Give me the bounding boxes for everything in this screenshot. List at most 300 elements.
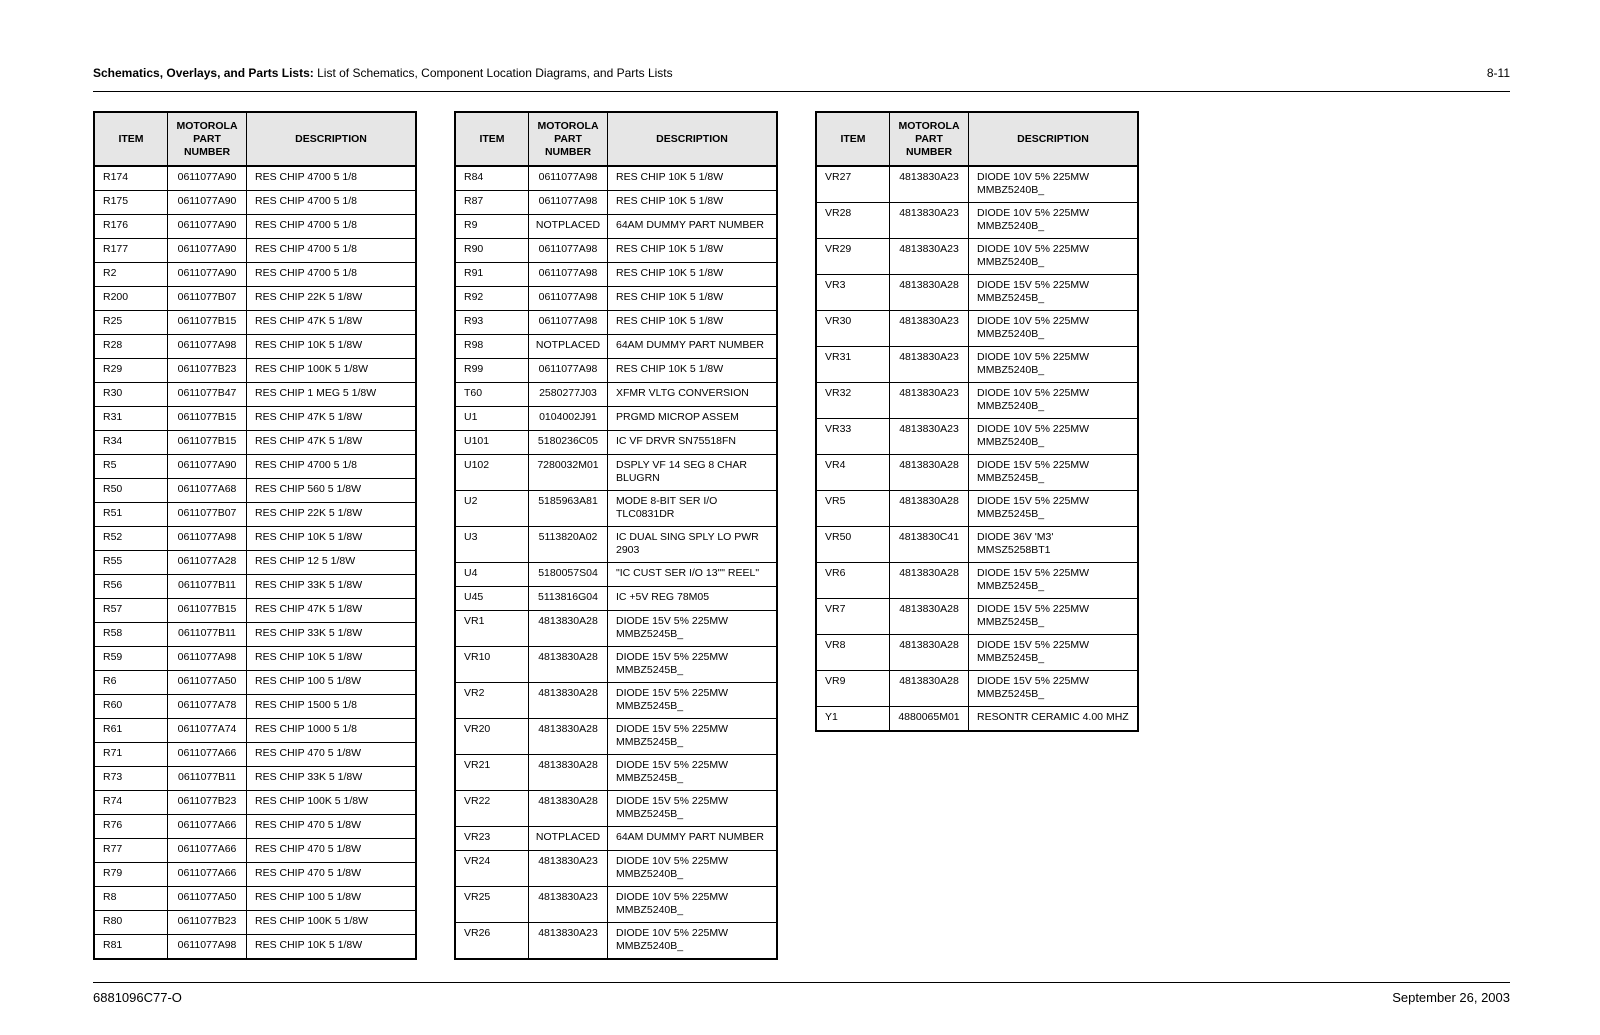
table-row — [94, 455, 416, 479]
footer-rule — [93, 982, 1510, 983]
table-row — [94, 383, 416, 407]
item-cell: VR8 — [816, 635, 890, 671]
item-cell: U2 — [455, 491, 529, 527]
table-row — [94, 911, 416, 935]
description-cell: RES CHIP 470 5 1/8W — [247, 743, 417, 767]
table-row — [94, 263, 416, 287]
description-cell: RES CHIP 4700 5 1/8 — [247, 239, 417, 263]
description-cell: DIODE 15V 5% 225MW MMBZ5245B_ — [969, 455, 1139, 491]
table-row — [94, 431, 416, 455]
table-row — [94, 863, 416, 887]
table-row — [94, 311, 416, 335]
item-cell: VR21 — [455, 755, 529, 791]
item-cell: R80 — [94, 911, 168, 935]
part-number-cell: 4813830A28 — [890, 599, 969, 635]
part-number-cell: 2580277J03 — [529, 383, 608, 407]
col-header-part-number — [168, 112, 247, 166]
table-row — [455, 719, 777, 755]
item-cell: R8 — [94, 887, 168, 911]
part-number-cell: 4813830A28 — [529, 683, 608, 719]
description-cell: RES CHIP 10K 5 1/8W — [247, 935, 417, 960]
item-cell: VR50 — [816, 527, 890, 563]
item-cell: U1 — [455, 407, 529, 431]
parts-table-2 — [454, 111, 778, 960]
item-cell: VR23 — [455, 827, 529, 851]
part-number-cell: 0611077A90 — [168, 191, 247, 215]
description-cell: RES CHIP 10K 5 1/8W — [608, 287, 778, 311]
description-cell: 64AM DUMMY PART NUMBER — [608, 215, 778, 239]
description-cell: PRGMD MICROP ASSEM — [608, 407, 778, 431]
table-row — [94, 551, 416, 575]
item-cell: U4 — [455, 563, 529, 587]
item-cell: U101 — [455, 431, 529, 455]
description-cell: DIODE 10V 5% 225MW MMBZ5240B_ — [969, 311, 1139, 347]
item-cell: R98 — [455, 335, 529, 359]
item-cell: R51 — [94, 503, 168, 527]
part-number-cell: 0611077A98 — [168, 647, 247, 671]
item-cell: VR31 — [816, 347, 890, 383]
description-cell: RES CHIP 4700 5 1/8 — [247, 263, 417, 287]
parts-table-3 — [815, 111, 1139, 732]
part-number-cell: 0611077A66 — [168, 743, 247, 767]
part-number-cell: 0611077A98 — [168, 527, 247, 551]
table-row — [94, 191, 416, 215]
part-number-cell: 4813830A23 — [890, 311, 969, 347]
item-cell: R87 — [455, 191, 529, 215]
parts-table-1 — [93, 111, 417, 960]
item-cell: VR3 — [816, 275, 890, 311]
col-header-item-label: ITEM — [479, 132, 505, 145]
table-row — [94, 599, 416, 623]
item-cell: R84 — [455, 166, 529, 191]
item-cell: VR29 — [816, 239, 890, 275]
table-row — [455, 335, 777, 359]
description-cell: RES CHIP 100 5 1/8W — [247, 887, 417, 911]
col-header-item-label: ITEM — [118, 132, 144, 145]
item-cell: VR20 — [455, 719, 529, 755]
item-cell: R28 — [94, 335, 168, 359]
part-number-cell: 0611077A66 — [168, 863, 247, 887]
item-cell: R74 — [94, 791, 168, 815]
table-row — [455, 431, 777, 455]
part-number-cell: 0611077A90 — [168, 215, 247, 239]
item-cell: R76 — [94, 815, 168, 839]
table-row — [455, 611, 777, 647]
item-cell: R31 — [94, 407, 168, 431]
description-cell: RES CHIP 10K 5 1/8W — [608, 239, 778, 263]
description-cell: DIODE 36V 'M3' MMSZ5258BT1 — [969, 527, 1139, 563]
part-number-cell: 0611077B23 — [168, 791, 247, 815]
description-cell: RES CHIP 470 5 1/8W — [247, 815, 417, 839]
table-row — [455, 191, 777, 215]
item-cell: R175 — [94, 191, 168, 215]
item-cell: R59 — [94, 647, 168, 671]
table-row — [816, 527, 1138, 563]
part-number-cell: 4813830A28 — [529, 647, 608, 683]
col-header-part-number — [529, 112, 608, 166]
part-number-cell: 0611077A98 — [168, 335, 247, 359]
part-number-cell: 4813830A28 — [890, 635, 969, 671]
part-number-cell: NOTPLACED — [529, 335, 608, 359]
part-number-cell: 4880065M01 — [890, 707, 969, 732]
part-number-cell: 4813830C41 — [890, 527, 969, 563]
description-cell: RES CHIP 12 5 1/8W — [247, 551, 417, 575]
description-cell: RES CHIP 100K 5 1/8W — [247, 911, 417, 935]
item-cell: R77 — [94, 839, 168, 863]
table-header-row — [94, 112, 416, 166]
item-cell: VR9 — [816, 671, 890, 707]
item-cell: R91 — [455, 263, 529, 287]
item-cell: R73 — [94, 767, 168, 791]
page-header — [93, 66, 1510, 84]
table-row — [455, 407, 777, 431]
item-cell: R52 — [94, 527, 168, 551]
table-row — [94, 623, 416, 647]
description-cell: DIODE 10V 5% 225MW MMBZ5240B_ — [969, 419, 1139, 455]
item-cell: R30 — [94, 383, 168, 407]
part-number-cell: 0611077A98 — [529, 166, 608, 191]
col-header-item — [94, 112, 168, 166]
item-cell: R61 — [94, 719, 168, 743]
part-number-cell: 4813830A28 — [529, 791, 608, 827]
part-number-cell: 0611077B11 — [168, 767, 247, 791]
item-cell: R81 — [94, 935, 168, 960]
publication-date: September 26, 2003 — [1392, 990, 1510, 1005]
part-number-cell: 0611077B11 — [168, 623, 247, 647]
part-number-cell: 0611077A98 — [529, 239, 608, 263]
table-row — [816, 419, 1138, 455]
item-cell: VR7 — [816, 599, 890, 635]
part-number-cell: 4813830A28 — [890, 275, 969, 311]
table-row — [94, 239, 416, 263]
table-row — [455, 563, 777, 587]
table-row — [94, 407, 416, 431]
description-cell: DIODE 10V 5% 225MW MMBZ5240B_ — [969, 203, 1139, 239]
col-header-item-label: ITEM — [840, 132, 866, 145]
description-cell: DIODE 15V 5% 225MW MMBZ5245B_ — [608, 683, 778, 719]
col-header-part-line2: PART — [915, 132, 943, 145]
description-cell: RES CHIP 10K 5 1/8W — [247, 647, 417, 671]
description-cell: DIODE 15V 5% 225MW MMBZ5245B_ — [608, 611, 778, 647]
part-number-cell: 0611077A98 — [168, 935, 247, 960]
part-number-cell: 0611077B15 — [168, 311, 247, 335]
table-row — [816, 311, 1138, 347]
item-cell: R29 — [94, 359, 168, 383]
col-header-description-label: DESCRIPTION — [1017, 132, 1089, 145]
item-cell: R79 — [94, 863, 168, 887]
description-cell: RES CHIP 560 5 1/8W — [247, 479, 417, 503]
item-cell: R25 — [94, 311, 168, 335]
table-row — [455, 887, 777, 923]
part-number-cell: 0611077A50 — [168, 671, 247, 695]
table-row — [455, 527, 777, 563]
description-cell: DIODE 15V 5% 225MW MMBZ5245B_ — [969, 635, 1139, 671]
item-cell: R92 — [455, 287, 529, 311]
table-row — [816, 239, 1138, 275]
description-cell: RES CHIP 100K 5 1/8W — [247, 359, 417, 383]
item-cell: R5 — [94, 455, 168, 479]
part-number-cell: NOTPLACED — [529, 215, 608, 239]
item-cell: Y1 — [816, 707, 890, 732]
part-number-cell: 5180057S04 — [529, 563, 608, 587]
table-row — [94, 527, 416, 551]
description-cell: RES CHIP 4700 5 1/8 — [247, 166, 417, 191]
description-cell: RES CHIP 100 5 1/8W — [247, 671, 417, 695]
table-row — [94, 287, 416, 311]
item-cell: VR27 — [816, 166, 890, 203]
part-number-cell: 0611077B15 — [168, 407, 247, 431]
description-cell: RES CHIP 100K 5 1/8W — [247, 791, 417, 815]
description-cell: RES CHIP 4700 5 1/8 — [247, 215, 417, 239]
part-number-cell: 0611077B15 — [168, 431, 247, 455]
table-row — [94, 935, 416, 960]
item-cell: VR30 — [816, 311, 890, 347]
table-row — [816, 203, 1138, 239]
col-header-description-label: DESCRIPTION — [295, 132, 367, 145]
table-row — [94, 166, 416, 191]
page-number: 8-11 — [1486, 66, 1510, 80]
description-cell: DIODE 15V 5% 225MW MMBZ5245B_ — [608, 647, 778, 683]
description-cell: DIODE 10V 5% 225MW MMBZ5240B_ — [969, 347, 1139, 383]
table-row — [816, 347, 1138, 383]
table-row — [816, 491, 1138, 527]
doc-number: 6881096C77-O — [93, 990, 182, 1005]
description-cell: "IC CUST SER I/O 13"" REEL" — [608, 563, 778, 587]
table-row — [94, 767, 416, 791]
part-number-cell: 0611077B23 — [168, 911, 247, 935]
item-cell: VR33 — [816, 419, 890, 455]
part-number-cell: 0611077B07 — [168, 287, 247, 311]
item-cell: VR6 — [816, 563, 890, 599]
description-cell: RES CHIP 1000 5 1/8 — [247, 719, 417, 743]
part-number-cell: 5113816G04 — [529, 587, 608, 611]
table-row — [94, 335, 416, 359]
part-number-cell: 4813830A23 — [890, 419, 969, 455]
item-cell: R9 — [455, 215, 529, 239]
item-cell: R57 — [94, 599, 168, 623]
table-row — [94, 695, 416, 719]
table-row — [94, 647, 416, 671]
table-row — [455, 851, 777, 887]
part-number-cell: 4813830A23 — [890, 383, 969, 419]
part-number-cell: 0611077A74 — [168, 719, 247, 743]
col-header-part-line1: MOTOROLA — [537, 119, 599, 132]
description-cell: DIODE 10V 5% 225MW MMBZ5240B_ — [608, 851, 778, 887]
part-number-cell: 4813830A28 — [890, 671, 969, 707]
part-number-cell: 4813830A28 — [890, 491, 969, 527]
col-header-part-line2: PART — [193, 132, 221, 145]
description-cell: RES CHIP 10K 5 1/8W — [247, 335, 417, 359]
item-cell: VR26 — [455, 923, 529, 960]
description-cell: 64AM DUMMY PART NUMBER — [608, 827, 778, 851]
item-cell: T60 — [455, 383, 529, 407]
part-number-cell: 0611077A98 — [529, 191, 608, 215]
header-title-bold: Schematics, Overlays, and Parts Lists: — [93, 66, 314, 80]
description-cell: DIODE 10V 5% 225MW MMBZ5240B_ — [608, 887, 778, 923]
item-cell: R60 — [94, 695, 168, 719]
part-number-cell: 4813830A23 — [529, 887, 608, 923]
description-cell: MODE 8-BIT SER I/O TLC0831DR — [608, 491, 778, 527]
item-cell: R55 — [94, 551, 168, 575]
item-cell: R34 — [94, 431, 168, 455]
col-header-description — [969, 112, 1139, 166]
part-number-cell: 0611077A98 — [529, 263, 608, 287]
description-cell: RES CHIP 470 5 1/8W — [247, 839, 417, 863]
description-cell: DIODE 15V 5% 225MW MMBZ5245B_ — [969, 599, 1139, 635]
item-cell: VR2 — [455, 683, 529, 719]
description-cell: RES CHIP 10K 5 1/8W — [608, 263, 778, 287]
item-cell: VR25 — [455, 887, 529, 923]
description-cell: RES CHIP 47K 5 1/8W — [247, 311, 417, 335]
part-number-cell: 0611077A66 — [168, 839, 247, 863]
table-row — [94, 215, 416, 239]
item-cell: R99 — [455, 359, 529, 383]
description-cell: RES CHIP 1500 5 1/8 — [247, 695, 417, 719]
part-number-cell: 4813830A23 — [529, 851, 608, 887]
col-header-part-line1: MOTOROLA — [176, 119, 238, 132]
table-row — [94, 671, 416, 695]
item-cell: R174 — [94, 166, 168, 191]
part-number-cell: 0611077A28 — [168, 551, 247, 575]
description-cell: DIODE 10V 5% 225MW MMBZ5240B_ — [608, 923, 778, 960]
table-row — [816, 599, 1138, 635]
table-row — [816, 707, 1138, 732]
col-header-item — [455, 112, 529, 166]
part-number-cell: 0611077B07 — [168, 503, 247, 527]
part-number-cell: 7280032M01 — [529, 455, 608, 491]
item-cell: R56 — [94, 575, 168, 599]
col-header-description-label: DESCRIPTION — [656, 132, 728, 145]
description-cell: DIODE 15V 5% 225MW MMBZ5245B_ — [969, 491, 1139, 527]
table-row — [94, 743, 416, 767]
item-cell: R71 — [94, 743, 168, 767]
description-cell: RES CHIP 10K 5 1/8W — [608, 191, 778, 215]
part-number-cell: 5180236C05 — [529, 431, 608, 455]
item-cell: U45 — [455, 587, 529, 611]
part-number-cell: 4813830A23 — [529, 923, 608, 960]
part-number-cell: 4813830A28 — [529, 755, 608, 791]
item-cell: U102 — [455, 455, 529, 491]
part-number-cell: 0611077A68 — [168, 479, 247, 503]
table-row — [816, 563, 1138, 599]
part-number-cell: NOTPLACED — [529, 827, 608, 851]
table-row — [455, 455, 777, 491]
item-cell: R6 — [94, 671, 168, 695]
table-row — [816, 635, 1138, 671]
part-number-cell: 0104002J91 — [529, 407, 608, 431]
description-cell: RES CHIP 10K 5 1/8W — [608, 311, 778, 335]
part-number-cell: 0611077A78 — [168, 695, 247, 719]
table-row — [455, 215, 777, 239]
table-row — [816, 671, 1138, 707]
table-row — [455, 587, 777, 611]
table-row — [94, 575, 416, 599]
description-cell: DIODE 15V 5% 225MW MMBZ5245B_ — [608, 719, 778, 755]
description-cell: DIODE 10V 5% 225MW MMBZ5240B_ — [969, 239, 1139, 275]
table-row — [94, 839, 416, 863]
item-cell: R50 — [94, 479, 168, 503]
col-header-part-line2: PART — [554, 132, 582, 145]
col-header-part-line1: MOTOROLA — [898, 119, 960, 132]
description-cell: RESONTR CERAMIC 4.00 MHZ — [969, 707, 1139, 732]
table-row — [455, 683, 777, 719]
description-cell: DIODE 15V 5% 225MW MMBZ5245B_ — [969, 275, 1139, 311]
part-number-cell: 0611077A98 — [529, 311, 608, 335]
table-row — [816, 383, 1138, 419]
part-number-cell: 0611077A98 — [529, 287, 608, 311]
item-cell: VR32 — [816, 383, 890, 419]
table-row — [94, 479, 416, 503]
col-header-description — [608, 112, 778, 166]
description-cell: RES CHIP 33K 5 1/8W — [247, 767, 417, 791]
table-row — [94, 719, 416, 743]
item-cell: VR28 — [816, 203, 890, 239]
table-row — [455, 239, 777, 263]
description-cell: RES CHIP 10K 5 1/8W — [608, 359, 778, 383]
part-number-cell: 4813830A23 — [890, 239, 969, 275]
table-row — [455, 791, 777, 827]
part-number-cell: 0611077B47 — [168, 383, 247, 407]
description-cell: IC DUAL SING SPLY LO PWR 2903 — [608, 527, 778, 563]
item-cell: R90 — [455, 239, 529, 263]
description-cell: RES CHIP 1 MEG 5 1/8W — [247, 383, 417, 407]
item-cell: R93 — [455, 311, 529, 335]
item-cell: R2 — [94, 263, 168, 287]
description-cell: RES CHIP 470 5 1/8W — [247, 863, 417, 887]
part-number-cell: 4813830A28 — [890, 455, 969, 491]
table-row — [816, 166, 1138, 203]
part-number-cell: 0611077A66 — [168, 815, 247, 839]
item-cell: VR1 — [455, 611, 529, 647]
part-number-cell: 4813830A28 — [890, 563, 969, 599]
table-row — [455, 287, 777, 311]
item-cell: U3 — [455, 527, 529, 563]
part-number-cell: 4813830A23 — [890, 203, 969, 239]
item-cell: R200 — [94, 287, 168, 311]
part-number-cell: 4813830A28 — [529, 611, 608, 647]
table-row — [455, 359, 777, 383]
description-cell: RES CHIP 22K 5 1/8W — [247, 503, 417, 527]
description-cell: XFMR VLTG CONVERSION — [608, 383, 778, 407]
description-cell: RES CHIP 47K 5 1/8W — [247, 431, 417, 455]
table-row — [94, 887, 416, 911]
table-header-row — [816, 112, 1138, 166]
part-number-cell: 0611077B23 — [168, 359, 247, 383]
table-row — [455, 827, 777, 851]
table-row — [455, 263, 777, 287]
description-cell: DIODE 15V 5% 225MW MMBZ5245B_ — [608, 755, 778, 791]
description-cell: DIODE 10V 5% 225MW MMBZ5240B_ — [969, 383, 1139, 419]
part-number-cell: 0611077A90 — [168, 455, 247, 479]
description-cell: DSPLY VF 14 SEG 8 CHAR BLUGRN — [608, 455, 778, 491]
table-row — [455, 491, 777, 527]
item-cell: VR22 — [455, 791, 529, 827]
part-number-cell: 0611077B15 — [168, 599, 247, 623]
table-row — [94, 503, 416, 527]
description-cell: RES CHIP 47K 5 1/8W — [247, 407, 417, 431]
table-row — [455, 383, 777, 407]
part-number-cell: 5113820A02 — [529, 527, 608, 563]
description-cell: RES CHIP 47K 5 1/8W — [247, 599, 417, 623]
table-row — [455, 647, 777, 683]
part-number-cell: 0611077A90 — [168, 263, 247, 287]
description-cell: RES CHIP 4700 5 1/8 — [247, 455, 417, 479]
header-title-rest: List of Schematics, Component Location Diagrams, and Parts Lists — [313, 66, 673, 80]
item-cell: R177 — [94, 239, 168, 263]
table-header-row — [455, 112, 777, 166]
description-cell: RES CHIP 33K 5 1/8W — [247, 623, 417, 647]
item-cell: R176 — [94, 215, 168, 239]
